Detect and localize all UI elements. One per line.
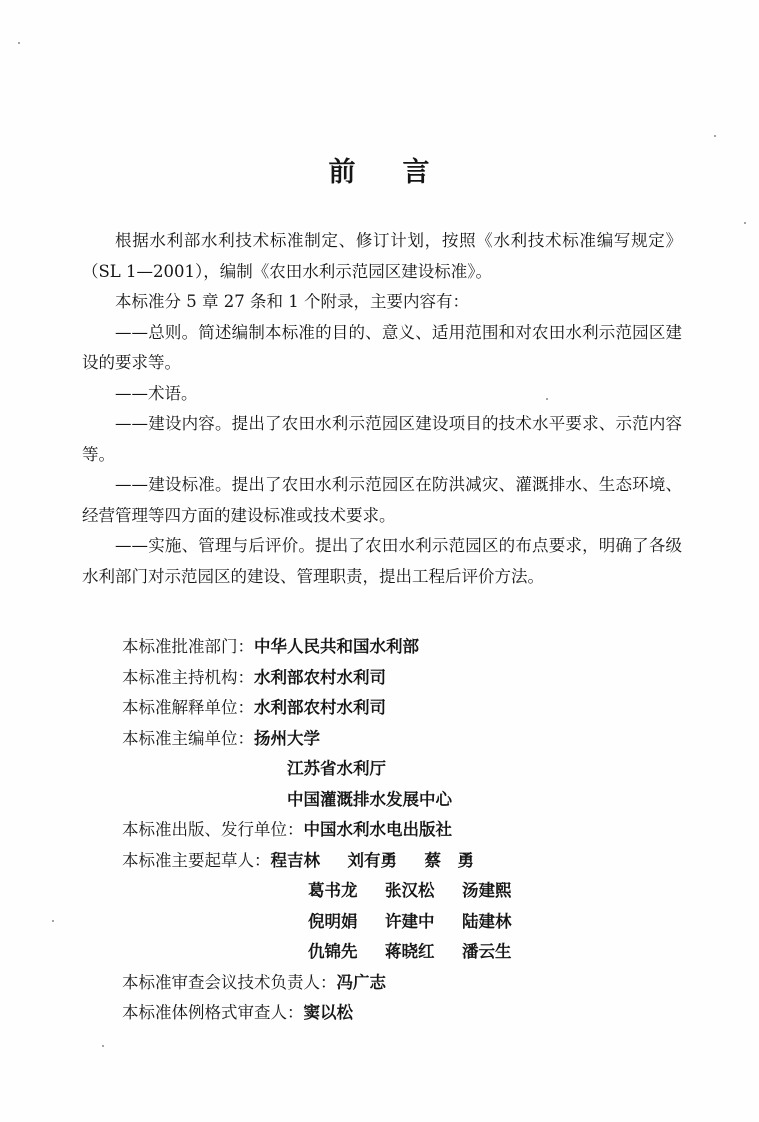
host-row [122,663,682,694]
review-row [122,968,682,999]
page-title [0,150,759,189]
interpret-label: 本标准解释单位： [122,698,254,717]
format-row [122,998,682,1029]
editor-label: 本标准主编单位： [122,728,254,748]
scan-speck [714,135,716,137]
editor-value-1: 扬州大学 [254,728,320,748]
paragraph: ——术语。 [115,383,198,403]
drafter-name: 蔡 勇 [424,850,474,870]
drafter-name: 葛书龙 [308,881,358,900]
drafter-name: 倪明娟 [308,911,358,931]
publisher-row [122,815,682,846]
drafter-name: 潘云生 [462,942,512,961]
drafter-names [271,846,502,877]
drafter-name: 程吉林 [270,850,320,870]
approval-value: 中华人民共和国水利部 [254,637,419,656]
host-label: 本标准主持机构： [122,667,254,687]
format-label: 本标准体例格式审查人： [122,1003,304,1022]
preface-body [82,226,682,592]
drafter-name: 许建中 [385,911,435,931]
scan-speck [18,42,20,44]
approval-label: 本标准批准部门： [122,637,254,656]
drafter-name: 汤建熙 [462,881,512,900]
drafter-names [122,907,539,938]
drafters-row [122,846,682,877]
drafters-row [122,907,682,938]
drafter-names [122,876,539,907]
editor-value-2: 江苏省水利厅 [287,759,386,778]
editor-value-3: 中国灌溉排水发展中心 [287,789,452,809]
review-value: 冯广志 [336,972,386,992]
drafter-name: 仇锦先 [308,942,358,961]
title-char-2: 言 [402,157,431,188]
review-label: 本标准审查会议技术负责人： [122,972,337,992]
drafter-name: 蒋晓红 [385,942,435,961]
editor-row-cont [122,785,682,816]
editor-row-cont [122,754,682,785]
standard-info [122,632,682,1029]
scan-speck [52,920,54,922]
publisher-value: 中国水利水电出版社 [303,820,452,839]
drafter-name: 陆建林 [462,911,512,931]
paragraph: 本标准分 5 章 27 条和 1 个附录，主要内容有： [115,292,469,311]
approval-row [122,632,682,663]
paragraph: ——总则。简述编制本标准的目的、意义、适用范围和对农田水利示范园区建设的要求等。 [82,322,682,372]
paragraph: ——建设标准。提出了农田水利示范园区在防洪减灾、灌溉排水、生态环境、经营管理等四方面的建设标准或技术要求。 [82,475,682,525]
drafter-name: 张汉松 [385,881,435,900]
host-value: 水利部农村水利司 [254,667,386,687]
title-char-1: 前 [328,157,357,188]
scan-speck [102,1045,104,1047]
interpret-value: 水利部农村水利司 [254,698,386,717]
interpret-row [122,693,682,724]
editor-row [122,724,682,755]
drafters-row [122,876,682,907]
drafters-label: 本标准主要起草人： [122,850,271,870]
paragraph: ——实施、管理与后评价。提出了农田水利示范园区的布点要求，明确了各级水利部门对示范园区的建设、管理职责，提出工程后评价方法。 [82,536,682,586]
publisher-label: 本标准出版、发行单位： [122,820,304,839]
paragraph: 根据水利部水利技术标准制定、修订计划，按照《水利技术标准编写规定》（SL 1—2001），编制《农田水利示范园区建设标准》。 [82,231,682,281]
format-value: 窦以松 [303,1003,353,1022]
drafter-names [122,937,539,968]
paragraph: ——建设内容。提出了农田水利示范园区建设项目的技术水平要求、示范内容等。 [82,414,682,464]
scan-speck [546,398,548,400]
scan-speck [744,222,746,224]
drafters-row [122,937,682,968]
drafter-name: 刘有勇 [347,850,397,870]
